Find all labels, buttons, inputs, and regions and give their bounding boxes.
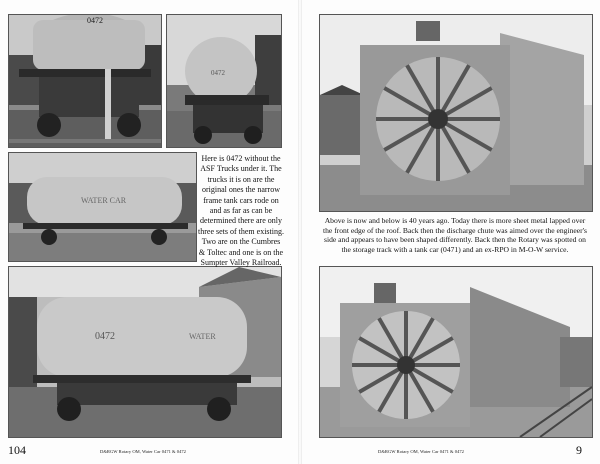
photo-tank-car-three-quarter-view bbox=[8, 266, 282, 438]
photo-rotary-snowplow-40-years-ago bbox=[319, 266, 593, 438]
left-caption-text: Here is 0472 without the ASF Trucks under it. The trucks it is on are the original ones the narrow frame tank cars rode on and as far as can be determined there are only three sets of them existing. Two are on the Cumbres & Toltec and one is on the Sumpter Valley Railroad. bbox=[198, 154, 284, 268]
left-page-caption bbox=[198, 154, 284, 268]
right-page-footer: D&RGW Rotary OM, Water Car 0471 & 0472 bbox=[378, 449, 464, 454]
tank-lettering-water-car: WATER CAR bbox=[81, 196, 127, 205]
photo-rotary-snowplow-now bbox=[319, 14, 593, 212]
photo-tank-car-end-view-2 bbox=[166, 14, 282, 148]
tank-number-end: 0472 bbox=[211, 69, 225, 77]
book-gutter bbox=[298, 0, 302, 464]
right-page-caption bbox=[323, 216, 587, 254]
tank-number-top: 0472 bbox=[87, 16, 103, 25]
left-page-number: 104 bbox=[8, 443, 26, 457]
tank-lettering-water: WATER bbox=[189, 332, 216, 341]
right-caption-text: Above is now and below is 40 years ago. Today there is more sheet metal lapped over the front edge of the roof. Back then the discharge chute was aimed over the engineer's side and appears to have been shaped differently. Back then the Rotary was spotted on the storage track with a tank car (0471) and an ex-RPO in M-O-W service. bbox=[323, 216, 587, 254]
photo-tank-car-end-view bbox=[8, 14, 162, 148]
right-page-number: 9 bbox=[576, 443, 582, 457]
left-page-footer: D&RGW Rotary OM, Water Car 0471 & 0472 bbox=[100, 449, 186, 454]
tank-lettering-number: 0472 bbox=[95, 331, 115, 342]
photo-tank-car-side-view bbox=[8, 152, 197, 262]
